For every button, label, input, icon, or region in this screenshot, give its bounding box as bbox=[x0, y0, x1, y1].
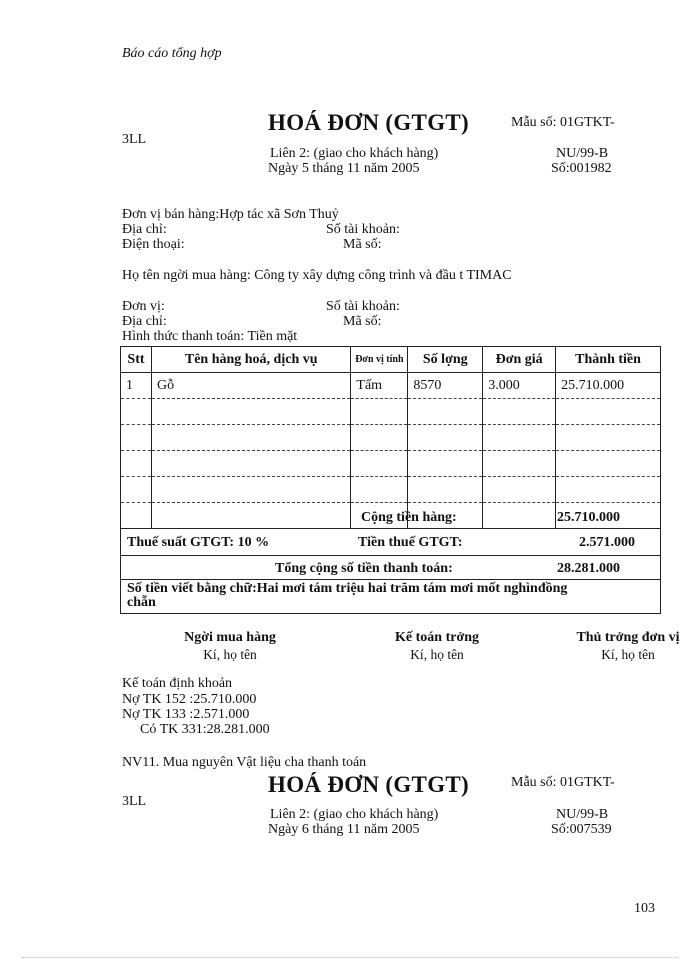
payment-method: Hình thức thanh toán: Tiền mặt bbox=[122, 329, 298, 344]
cell-price: 3.000 bbox=[483, 373, 556, 399]
seller-phone: Điện thoại: bbox=[122, 237, 185, 252]
cell-stt: 1 bbox=[121, 373, 152, 399]
subtotal-label: Cộng tiền hàng: bbox=[361, 510, 457, 525]
seller-name: Đơn vị bán hàng:Hợp tác xã Sơn Thuỷ bbox=[122, 207, 339, 222]
amount-in-words-line2: chẵn bbox=[127, 595, 156, 610]
accounting-title: Kế toán định khoản bbox=[122, 676, 233, 691]
vat-label: Tiền thuế GTGT: bbox=[358, 535, 463, 550]
page-number: 103 bbox=[634, 901, 655, 916]
cell-unit: Tấm bbox=[351, 373, 408, 399]
buyer-unit: Đơn vị: bbox=[122, 299, 165, 314]
invoice2-left-code: 3LL bbox=[122, 794, 147, 809]
invoice2-title: HOÁ ĐƠN (GTGT) bbox=[268, 772, 469, 797]
seller-tax-code: Mã số: bbox=[343, 237, 382, 252]
table-row-empty bbox=[121, 399, 661, 425]
copy-line: Liên 2: (giao cho khách hàng) bbox=[270, 146, 439, 161]
signature-role: Thủ trởng đơn vị bbox=[576, 630, 680, 645]
col-name: Tên hàng hoá, dịch vụ bbox=[151, 347, 350, 373]
running-header: Báo cáo tổng hợp bbox=[122, 46, 222, 61]
cell-name: Gỗ bbox=[151, 373, 350, 399]
total-value: 28.281.000 bbox=[557, 561, 620, 576]
invoice2-form-number-cont: NU/99-B bbox=[556, 807, 609, 822]
subtotal-value: 25.710.000 bbox=[557, 510, 620, 525]
vat-rate: Thuế suất GTGT: 10 % bbox=[127, 535, 270, 550]
table-row-empty bbox=[121, 451, 661, 477]
signature-head bbox=[556, 631, 700, 661]
total-label: Tổng cộng số tiền thanh toán: bbox=[275, 561, 453, 576]
vat-value: 2.571.000 bbox=[579, 535, 635, 550]
col-stt: Stt bbox=[121, 347, 152, 373]
signature-sub: Kí, họ tên bbox=[601, 647, 655, 662]
invoice-date: Ngày 5 tháng 11 năm 2005 bbox=[268, 161, 420, 176]
invoice-number: Số:001982 bbox=[551, 161, 612, 176]
signature-sub: Kí, họ tên bbox=[410, 647, 464, 662]
accounting-line: Có TK 331:28.281.000 bbox=[140, 722, 270, 737]
table-row bbox=[121, 373, 661, 399]
col-amount: Thành tiền bbox=[556, 347, 661, 373]
signature-chief-accountant bbox=[374, 631, 500, 661]
buyer-name: Họ tên ngời mua hàng: Công ty xây dựng công trình và đầu t TIMAC bbox=[122, 268, 512, 283]
left-code: 3LL bbox=[122, 132, 147, 147]
buyer-tax-code: Mã số: bbox=[343, 314, 382, 329]
form-number: Mẫu số: 01GTKT- bbox=[511, 115, 615, 130]
cell-amount: 25.710.000 bbox=[556, 373, 661, 399]
col-unit: Đơn vị tính bbox=[351, 347, 408, 373]
col-qty: Số lợng bbox=[408, 347, 483, 373]
table-row-empty bbox=[121, 425, 661, 451]
invoice2-number: Số:007539 bbox=[551, 822, 612, 837]
signature-role: Kế toán trởng bbox=[395, 630, 479, 645]
total-row bbox=[120, 556, 661, 580]
invoice2-copy-line: Liên 2: (giao cho khách hàng) bbox=[270, 807, 439, 822]
amount-in-words-line1: Số tiền viết bằng chữ:Hai mơi tám triệu hai trăm tám mơi mốt nghìnđồng bbox=[127, 581, 568, 596]
form-number-cont: NU/99-B bbox=[556, 146, 609, 161]
accounting-line: Nợ TK 152 :25.710.000 bbox=[122, 692, 257, 707]
buyer-address: Địa chỉ: bbox=[122, 314, 167, 329]
signature-sub: Kí, họ tên bbox=[203, 647, 257, 662]
invoice2-date: Ngày 6 tháng 11 năm 2005 bbox=[268, 822, 420, 837]
table-header-row bbox=[121, 347, 661, 373]
amount-in-words bbox=[120, 580, 661, 614]
vat-row bbox=[120, 529, 661, 556]
nv11-heading: NV11. Mua nguyên Vật liệu cha thanh toán bbox=[122, 755, 367, 770]
buyer-account: Số tài khoản: bbox=[326, 299, 400, 314]
table-row-empty bbox=[121, 477, 661, 503]
subtotal-row bbox=[120, 502, 661, 529]
page-separator bbox=[22, 957, 678, 958]
signature-role: Ngời mua hàng bbox=[184, 630, 276, 645]
accounting-line: Nợ TK 133 :2.571.000 bbox=[122, 707, 250, 722]
cell-qty: 8570 bbox=[408, 373, 483, 399]
signature-buyer bbox=[160, 631, 300, 661]
seller-account: Số tài khoản: bbox=[326, 222, 400, 237]
invoice-title: HOÁ ĐƠN (GTGT) bbox=[268, 110, 469, 135]
seller-address: Địa chỉ: bbox=[122, 222, 167, 237]
col-price: Đơn giá bbox=[483, 347, 556, 373]
invoice2-form-number: Mẫu số: 01GTKT- bbox=[511, 775, 615, 790]
